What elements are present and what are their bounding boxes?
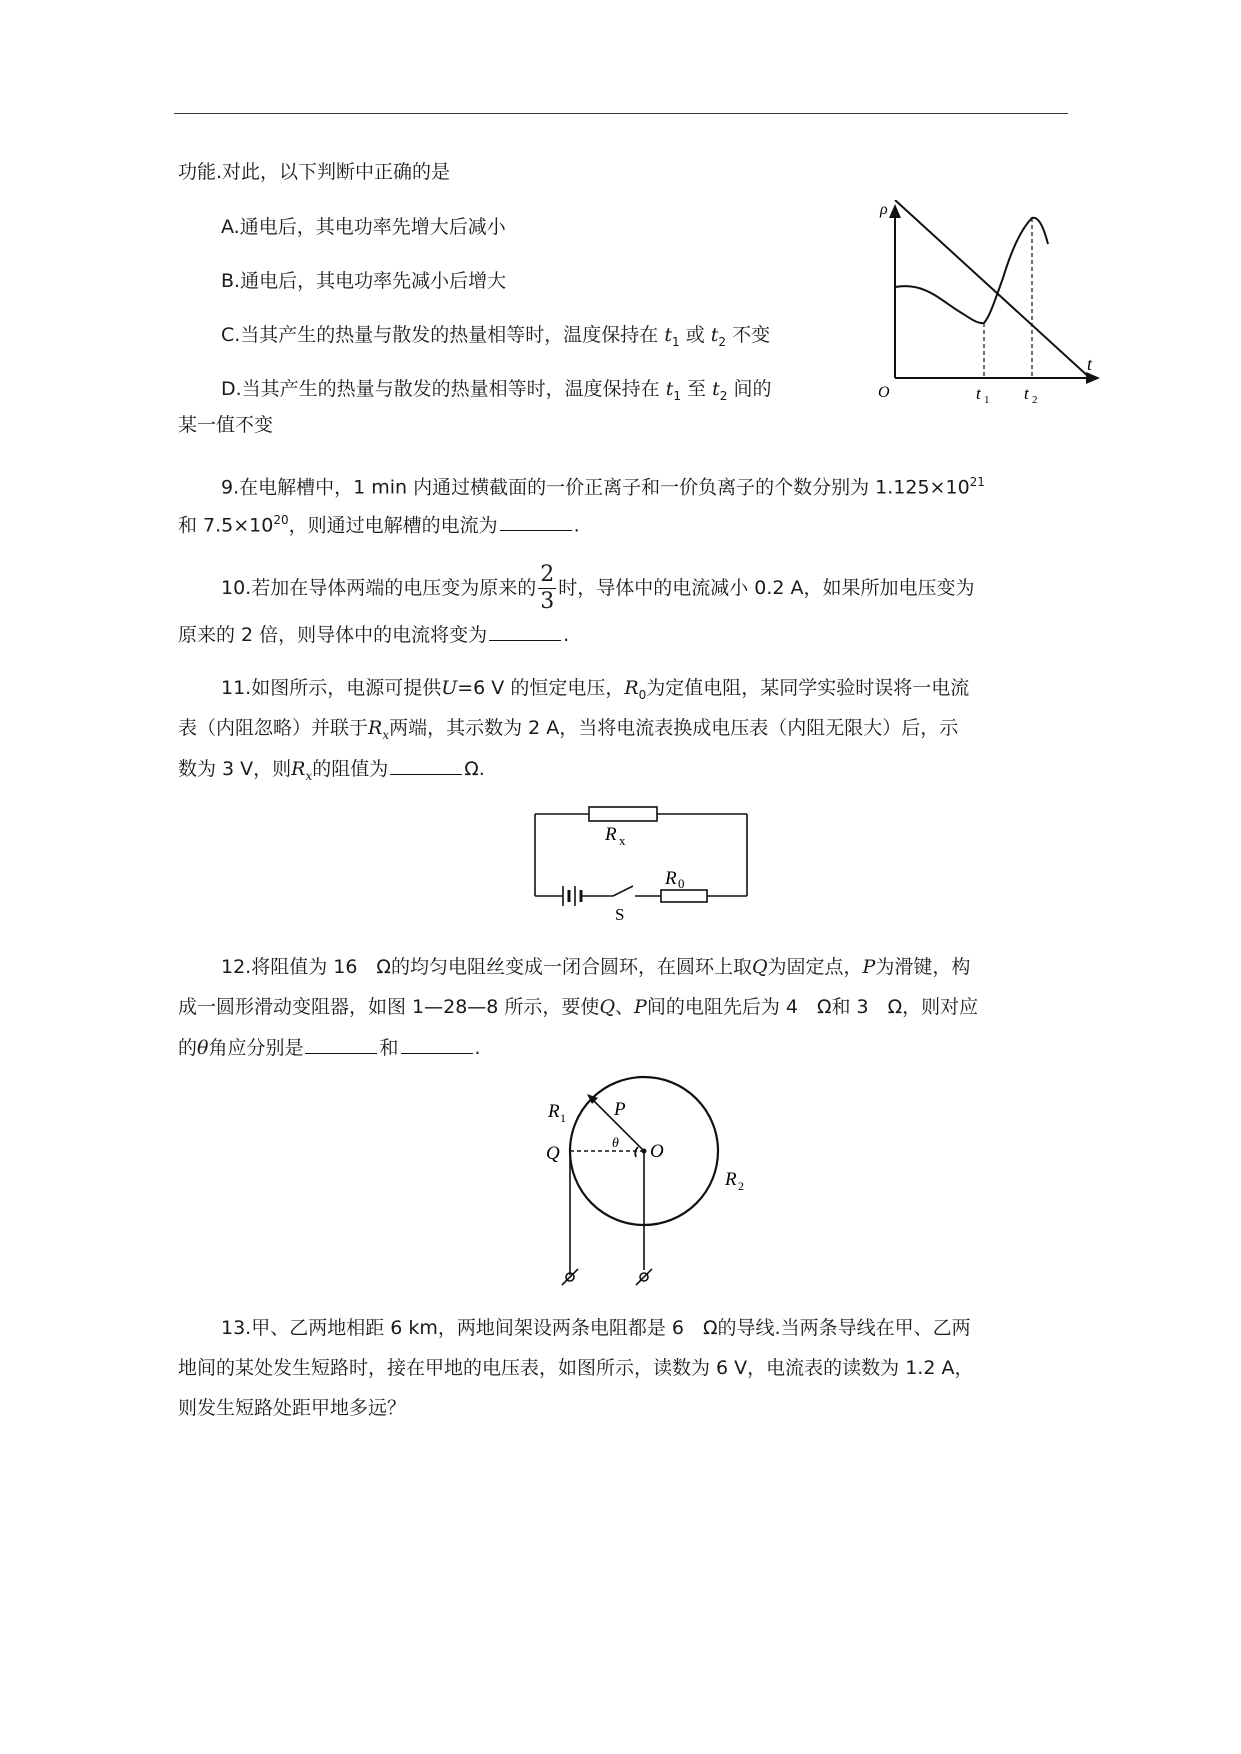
q9-text: 9.在电解槽中，1 min 内通过横截面的一价正离子和一价负离子的个数分别为 1.125×10: [221, 476, 970, 499]
q10-line2: [178, 622, 569, 647]
option-d-mid: 至: [687, 378, 707, 400]
t2-sub: 2: [1032, 394, 1038, 405]
option-a: A.通电后，其电功率先增大后减小: [221, 216, 506, 238]
q12-theta: θ: [197, 1037, 209, 1059]
option-b: B.通电后，其电功率先减小后增大: [221, 270, 507, 292]
center-dot: [642, 1149, 647, 1154]
q12-text2: 为固定点，: [767, 956, 863, 978]
option-d-t1: t: [665, 378, 674, 400]
battery-icon: [563, 886, 581, 906]
r0-sub: 0: [678, 876, 685, 891]
q9-answer-blank: [500, 512, 572, 531]
q12-period: .: [474, 1037, 481, 1059]
q12-p2: P: [634, 996, 647, 1018]
q12-line1: [221, 955, 970, 979]
q12-text4: 成一圆形滑动变阻器，如图 1—28—8 所示，要使: [178, 996, 600, 1018]
option-d-t2: t: [712, 378, 720, 400]
q10-text: 10.若加在导体两端的电压变为原来的: [221, 577, 537, 599]
q12-line2: [178, 995, 978, 1019]
q9-text2: 和 7.5×10: [178, 514, 274, 537]
fraction-numerator: 2: [540, 562, 555, 587]
ring-rheostat-diagram: [540, 1075, 755, 1290]
q9-period: .: [573, 514, 580, 537]
q12-answer-blank-2: [401, 1035, 473, 1054]
q9-exp2: 20: [273, 513, 289, 527]
q13-line3: 则发生短路处距甲地多远？: [178, 1397, 407, 1419]
theta-arc: [635, 1147, 638, 1157]
t1-sub: 1: [984, 394, 990, 405]
q12-text6: 间的电阻先后为 4 Ω和 3 Ω，则对应: [646, 996, 979, 1018]
q12-text7: 的: [178, 1037, 198, 1059]
y-arrow-icon: [889, 204, 901, 218]
circuit-diagram: [525, 800, 755, 925]
rx-sub: x: [619, 833, 626, 848]
header-rule: [174, 113, 1068, 114]
q12-text3: 为滑键，构: [875, 956, 971, 978]
q9-text3: ，则通过电解槽的电流为: [288, 514, 498, 537]
q11-rx2: R: [291, 758, 306, 780]
r1-label: R: [548, 1101, 560, 1122]
q11-u: U: [441, 677, 458, 699]
q11-r0: R: [624, 677, 639, 699]
option-c: C.当其产生的热量与散发的热量相等时，温度保持在 $t_1$ 或 $t_2$ 不变: [221, 324, 771, 349]
option-d: D.当其产生的热量与散发的热量相等时，温度保持在 $t_1$ 至 $t_2$ 间的: [221, 378, 772, 403]
q11-text1: 11.如图所示，电源可提供: [221, 677, 442, 699]
option-c-mid: 或: [685, 324, 705, 346]
origin-label: O: [878, 384, 890, 401]
x-label: t: [1087, 354, 1093, 374]
q12-text5: 、: [615, 996, 635, 1018]
q9-line2: [178, 508, 580, 537]
q-label: Q: [546, 1143, 560, 1164]
q11-text3: 为定值电阻，某同学实验时误将一电流: [646, 677, 970, 699]
y-label: ρ: [880, 201, 888, 218]
q12-p: P: [862, 956, 876, 978]
t2-label: t: [1024, 384, 1029, 403]
q12-text1: 12.将阻值为 16 Ω的均匀电阻丝变成一闭合圆环，在圆环上取: [221, 956, 752, 978]
q10-period: .: [563, 624, 570, 646]
q11-text7: 的阻值为: [312, 758, 389, 780]
q12-answer-blank-1: [305, 1035, 377, 1054]
resistor-r0: [661, 890, 707, 902]
r2-sub: 2: [738, 1179, 744, 1193]
r2-label: R: [725, 1169, 737, 1190]
q13-line1: 13.甲、乙两地相距 6 km，两地间架设两条电阻都是 6 Ω的导线.当两条导线在甲、乙两: [221, 1317, 971, 1339]
q11-rx: R: [368, 717, 383, 739]
option-d-continuation: 某一值不变: [178, 414, 274, 436]
q9-line1: [221, 470, 985, 499]
q12-line3: [178, 1035, 481, 1060]
q11-line1: [221, 676, 969, 707]
q11-text4: 表（内阻忽略）并联于: [178, 717, 369, 739]
q10-fraction: [538, 562, 556, 615]
q11-line2: [178, 716, 958, 747]
q11-rx-sub: x: [382, 727, 390, 742]
p-label: P: [614, 1099, 626, 1120]
q12-text9: 和: [379, 1037, 399, 1059]
q11-text2: =6 V 的恒定电压，: [457, 677, 625, 699]
q10-answer-blank: [489, 622, 561, 641]
q11-unit: Ω.: [464, 758, 485, 780]
q11-r0-sub: 0: [638, 687, 647, 702]
q11-rx2-sub: x: [305, 768, 313, 783]
theta-label: θ: [612, 1136, 619, 1151]
t1-label: t: [976, 384, 981, 403]
q12-q2: Q: [599, 996, 616, 1018]
q12-text8: 角应分别是: [208, 1037, 304, 1059]
option-c-text: C.当其产生的热量与散发的热量相等时，温度保持在: [221, 324, 659, 346]
q11-text6: 数为 3 V，则: [178, 758, 292, 780]
switch-s: [613, 886, 633, 896]
q11-line3: [178, 756, 485, 788]
option-c-t2: t: [710, 324, 719, 346]
q9-exp1: 21: [969, 475, 985, 489]
r1-sub: 1: [560, 1111, 566, 1125]
rx-label: R: [605, 824, 617, 845]
option-d-text: D.当其产生的热量与散发的热量相等时，温度保持在: [221, 378, 660, 400]
q10-line1: [221, 562, 975, 615]
q10-text3: 原来的 2 倍，则导体中的电流将变为: [178, 624, 488, 646]
o-label: O: [650, 1141, 664, 1162]
switch-label: S: [615, 905, 625, 924]
fraction-denominator: 3: [540, 589, 555, 614]
r0-label: R: [665, 868, 677, 889]
intro-line: 功能.对此，以下判断中正确的是: [178, 161, 451, 183]
q13-line2: 地间的某处发生短路时，接在甲地的电压表，如图所示，读数为 6 V，电流表的读数为 1.2 A，: [178, 1357, 974, 1379]
option-c-t1: t: [664, 324, 672, 346]
q12-q: Q: [751, 956, 768, 978]
option-c-post: 不变: [732, 324, 771, 346]
option-d-post: 间的: [733, 378, 772, 400]
q11-answer-blank: [390, 756, 462, 775]
q10-text2: 时，导体中的电流减小 0.2 A，如果所加电压变为: [558, 577, 975, 599]
resistor-rx: [589, 807, 657, 821]
resistivity-graph: [870, 200, 1105, 405]
q11-text5: 两端，其示数为 2 A，当将电流表换成电压表（内阻无限大）后，示: [389, 717, 959, 739]
